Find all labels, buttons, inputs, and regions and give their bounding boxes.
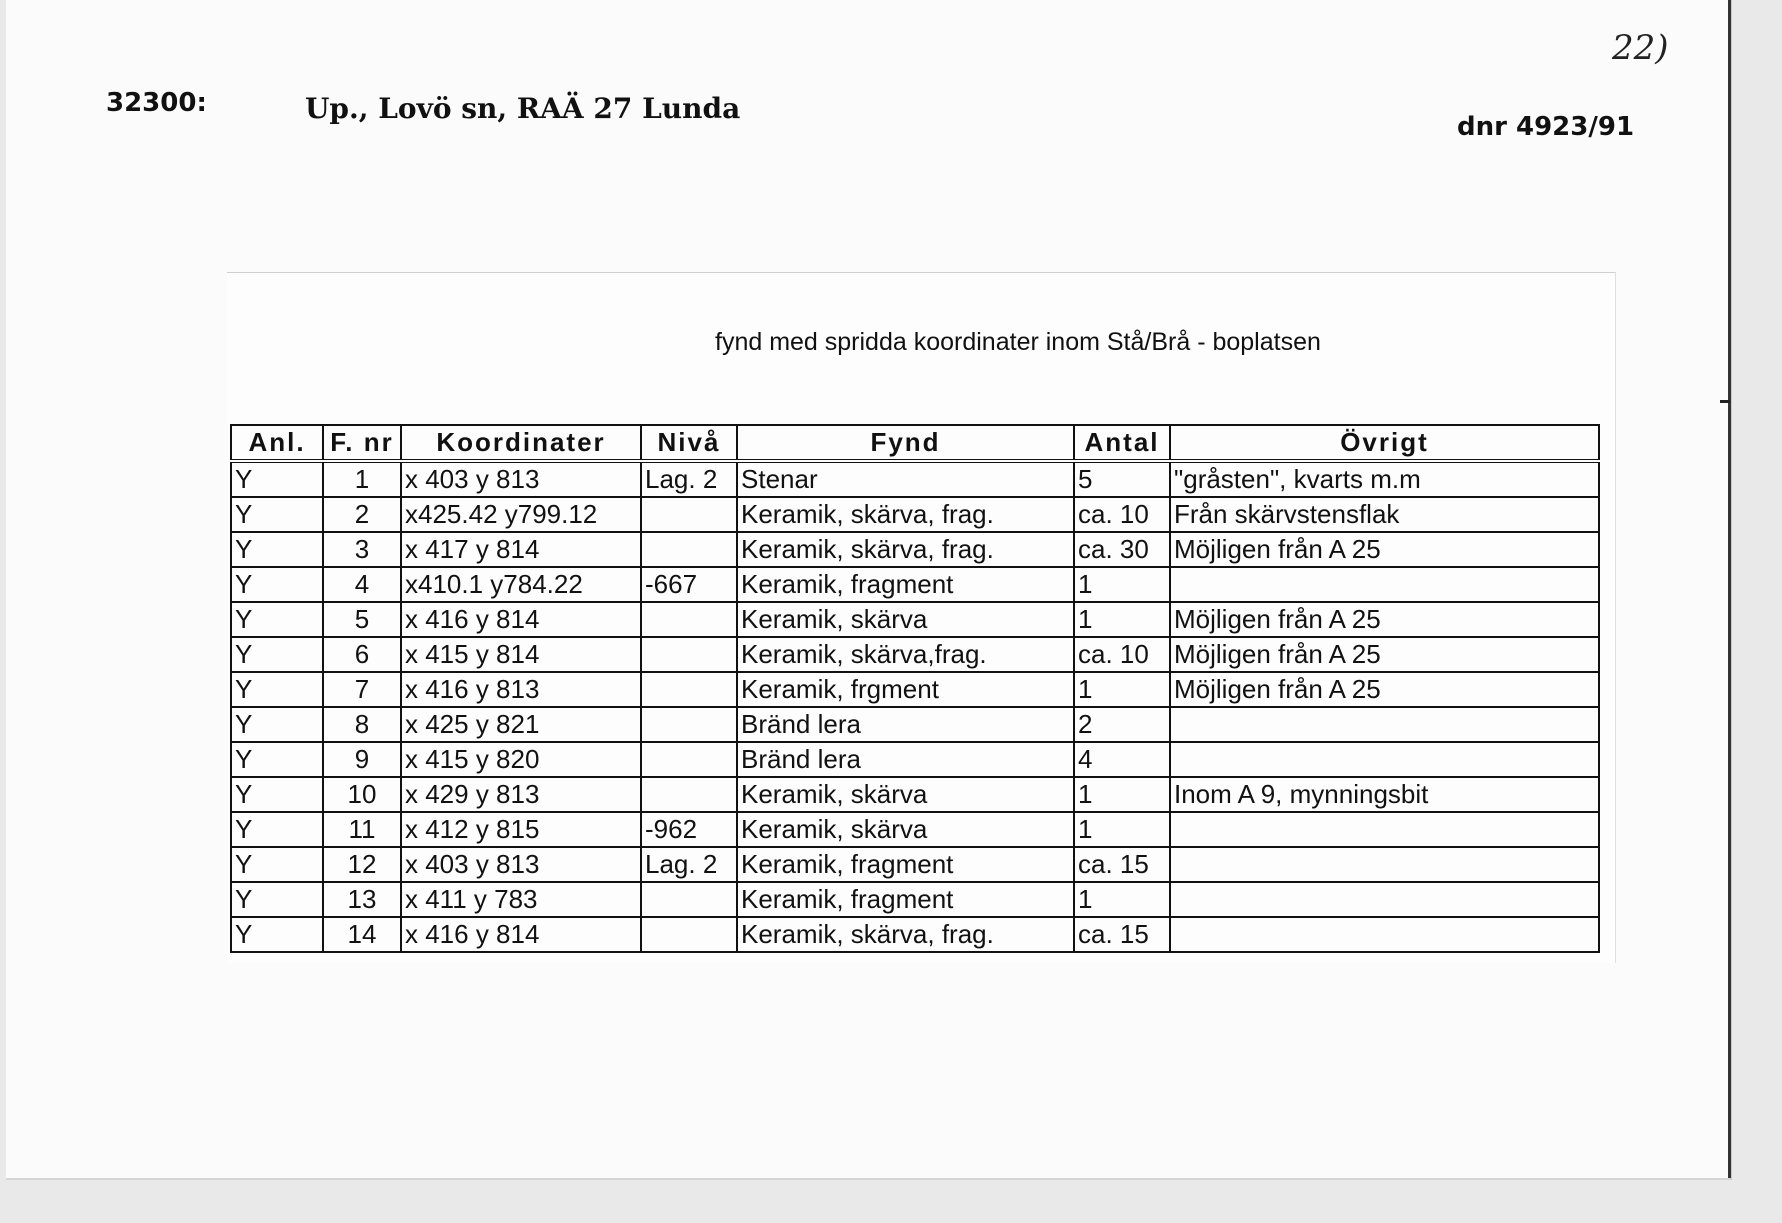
table-row bbox=[231, 461, 1599, 497]
cell-ovrigt: "gråsten", kvarts m.m bbox=[1170, 461, 1599, 497]
cell-antal: 1 bbox=[1074, 777, 1170, 812]
cell-fynd: Keramik, fragment bbox=[737, 567, 1074, 602]
cell-fynd: Keramik, skärva bbox=[737, 812, 1074, 847]
cell-anl: Y bbox=[231, 812, 323, 847]
table-row bbox=[231, 497, 1599, 532]
cell-ovrigt bbox=[1170, 847, 1599, 882]
table-row bbox=[231, 707, 1599, 742]
cell-koordinater: x 411 y 783 bbox=[401, 882, 641, 917]
cell-fynd: Keramik, fragment bbox=[737, 882, 1074, 917]
table-row bbox=[231, 917, 1599, 952]
cell-fnr: 9 bbox=[323, 742, 401, 777]
cell-fynd: Keramik, skärva bbox=[737, 777, 1074, 812]
cell-fnr: 5 bbox=[323, 602, 401, 637]
cell-niva bbox=[641, 602, 737, 637]
cell-anl: Y bbox=[231, 461, 323, 497]
cell-niva: Lag. 2 bbox=[641, 461, 737, 497]
cell-antal: ca. 30 bbox=[1074, 532, 1170, 567]
cell-anl: Y bbox=[231, 707, 323, 742]
cell-antal: ca. 15 bbox=[1074, 847, 1170, 882]
cell-niva bbox=[641, 882, 737, 917]
cell-niva: Lag. 2 bbox=[641, 847, 737, 882]
cell-fnr: 10 bbox=[323, 777, 401, 812]
cell-fnr: 1 bbox=[323, 461, 401, 497]
cell-anl: Y bbox=[231, 742, 323, 777]
cell-fynd: Keramik, frgment bbox=[737, 672, 1074, 707]
table-caption: fynd med spridda koordinater inom Stå/Brå - boplatsen bbox=[715, 328, 1321, 356]
col-header-koordinater: Koordinater bbox=[401, 425, 641, 461]
cell-fynd: Keramik, skärva, frag. bbox=[737, 497, 1074, 532]
cell-ovrigt bbox=[1170, 917, 1599, 952]
col-header-antal: Antal bbox=[1074, 425, 1170, 461]
cell-antal: 2 bbox=[1074, 707, 1170, 742]
cell-ovrigt: Möjligen från A 25 bbox=[1170, 672, 1599, 707]
cell-ovrigt bbox=[1170, 812, 1599, 847]
cell-anl: Y bbox=[231, 777, 323, 812]
diary-number: dnr 4923/91 bbox=[1457, 112, 1635, 142]
cell-niva bbox=[641, 777, 737, 812]
cell-anl: Y bbox=[231, 532, 323, 567]
table-row bbox=[231, 882, 1599, 917]
cell-koordinater: x 403 y 813 bbox=[401, 461, 641, 497]
cell-ovrigt: Möjligen från A 25 bbox=[1170, 532, 1599, 567]
catalog-code: 32300: bbox=[106, 88, 207, 118]
cell-koordinater: x425.42 y799.12 bbox=[401, 497, 641, 532]
cell-niva bbox=[641, 917, 737, 952]
cell-fnr: 8 bbox=[323, 707, 401, 742]
cell-koordinater: x 416 y 813 bbox=[401, 672, 641, 707]
edge-mark bbox=[1720, 400, 1730, 403]
table-row bbox=[231, 777, 1599, 812]
cell-fnr: 7 bbox=[323, 672, 401, 707]
finds-table bbox=[230, 424, 1600, 953]
cell-koordinater: x 415 y 820 bbox=[401, 742, 641, 777]
cell-fnr: 11 bbox=[323, 812, 401, 847]
cell-ovrigt: Från skärvstensflak bbox=[1170, 497, 1599, 532]
cell-antal: 1 bbox=[1074, 672, 1170, 707]
col-header-fnr: F. nr bbox=[323, 425, 401, 461]
cell-anl: Y bbox=[231, 637, 323, 672]
cell-niva bbox=[641, 532, 737, 567]
cell-koordinater: x 425 y 821 bbox=[401, 707, 641, 742]
cell-koordinater: x 417 y 814 bbox=[401, 532, 641, 567]
table-row bbox=[231, 602, 1599, 637]
cell-anl: Y bbox=[231, 882, 323, 917]
table-row bbox=[231, 532, 1599, 567]
cell-anl: Y bbox=[231, 847, 323, 882]
place-heading: Up., Lovö sn, RAÄ 27 Lunda bbox=[305, 92, 741, 125]
cell-fynd: Bränd lera bbox=[737, 742, 1074, 777]
cell-antal: 1 bbox=[1074, 602, 1170, 637]
cell-fynd: Stenar bbox=[737, 461, 1074, 497]
cell-koordinater: x 415 y 814 bbox=[401, 637, 641, 672]
col-header-anl: Anl. bbox=[231, 425, 323, 461]
cell-ovrigt bbox=[1170, 707, 1599, 742]
table-row bbox=[231, 637, 1599, 672]
cell-antal: ca. 10 bbox=[1074, 637, 1170, 672]
cell-antal: ca. 15 bbox=[1074, 917, 1170, 952]
cell-niva: -962 bbox=[641, 812, 737, 847]
cell-fnr: 13 bbox=[323, 882, 401, 917]
page-number: 22) bbox=[1612, 28, 1669, 68]
cell-fynd: Keramik, skärva, frag. bbox=[737, 532, 1074, 567]
cell-koordinater: x 403 y 813 bbox=[401, 847, 641, 882]
cell-anl: Y bbox=[231, 497, 323, 532]
cell-niva bbox=[641, 707, 737, 742]
cell-fynd: Keramik, skärva, frag. bbox=[737, 917, 1074, 952]
cell-anl: Y bbox=[231, 917, 323, 952]
cell-niva bbox=[641, 672, 737, 707]
cell-koordinater: x 416 y 814 bbox=[401, 917, 641, 952]
table-row bbox=[231, 672, 1599, 707]
cell-antal: 1 bbox=[1074, 567, 1170, 602]
cell-fnr: 12 bbox=[323, 847, 401, 882]
cell-niva bbox=[641, 497, 737, 532]
table-row bbox=[231, 567, 1599, 602]
cell-fynd: Bränd lera bbox=[737, 707, 1074, 742]
table-header-row bbox=[231, 425, 1599, 461]
cell-ovrigt: Inom A 9, mynningsbit bbox=[1170, 777, 1599, 812]
cell-niva bbox=[641, 637, 737, 672]
table-row bbox=[231, 742, 1599, 777]
cell-anl: Y bbox=[231, 602, 323, 637]
table-row bbox=[231, 812, 1599, 847]
cell-fnr: 4 bbox=[323, 567, 401, 602]
col-header-niva: Nivå bbox=[641, 425, 737, 461]
col-header-ovrigt: Övrigt bbox=[1170, 425, 1599, 461]
cell-fnr: 6 bbox=[323, 637, 401, 672]
cell-fnr: 3 bbox=[323, 532, 401, 567]
cell-ovrigt bbox=[1170, 567, 1599, 602]
cell-ovrigt: Möjligen från A 25 bbox=[1170, 637, 1599, 672]
cell-fnr: 2 bbox=[323, 497, 401, 532]
table-row bbox=[231, 847, 1599, 882]
cell-antal: 1 bbox=[1074, 882, 1170, 917]
col-header-fynd: Fynd bbox=[737, 425, 1074, 461]
cell-fynd: Keramik, skärva,frag. bbox=[737, 637, 1074, 672]
cell-koordinater: x 416 y 814 bbox=[401, 602, 641, 637]
cell-antal: 1 bbox=[1074, 812, 1170, 847]
cell-ovrigt bbox=[1170, 882, 1599, 917]
cell-koordinater: x 429 y 813 bbox=[401, 777, 641, 812]
card-edge bbox=[1728, 0, 1731, 1178]
cell-fynd: Keramik, skärva bbox=[737, 602, 1074, 637]
cell-antal: 5 bbox=[1074, 461, 1170, 497]
cell-koordinater: x 412 y 815 bbox=[401, 812, 641, 847]
cell-anl: Y bbox=[231, 672, 323, 707]
cell-antal: ca. 10 bbox=[1074, 497, 1170, 532]
cell-koordinater: x410.1 y784.22 bbox=[401, 567, 641, 602]
cell-antal: 4 bbox=[1074, 742, 1170, 777]
cell-anl: Y bbox=[231, 567, 323, 602]
cell-niva bbox=[641, 742, 737, 777]
cell-ovrigt bbox=[1170, 742, 1599, 777]
cell-ovrigt: Möjligen från A 25 bbox=[1170, 602, 1599, 637]
cell-fynd: Keramik, fragment bbox=[737, 847, 1074, 882]
cell-niva: -667 bbox=[641, 567, 737, 602]
cell-fnr: 14 bbox=[323, 917, 401, 952]
